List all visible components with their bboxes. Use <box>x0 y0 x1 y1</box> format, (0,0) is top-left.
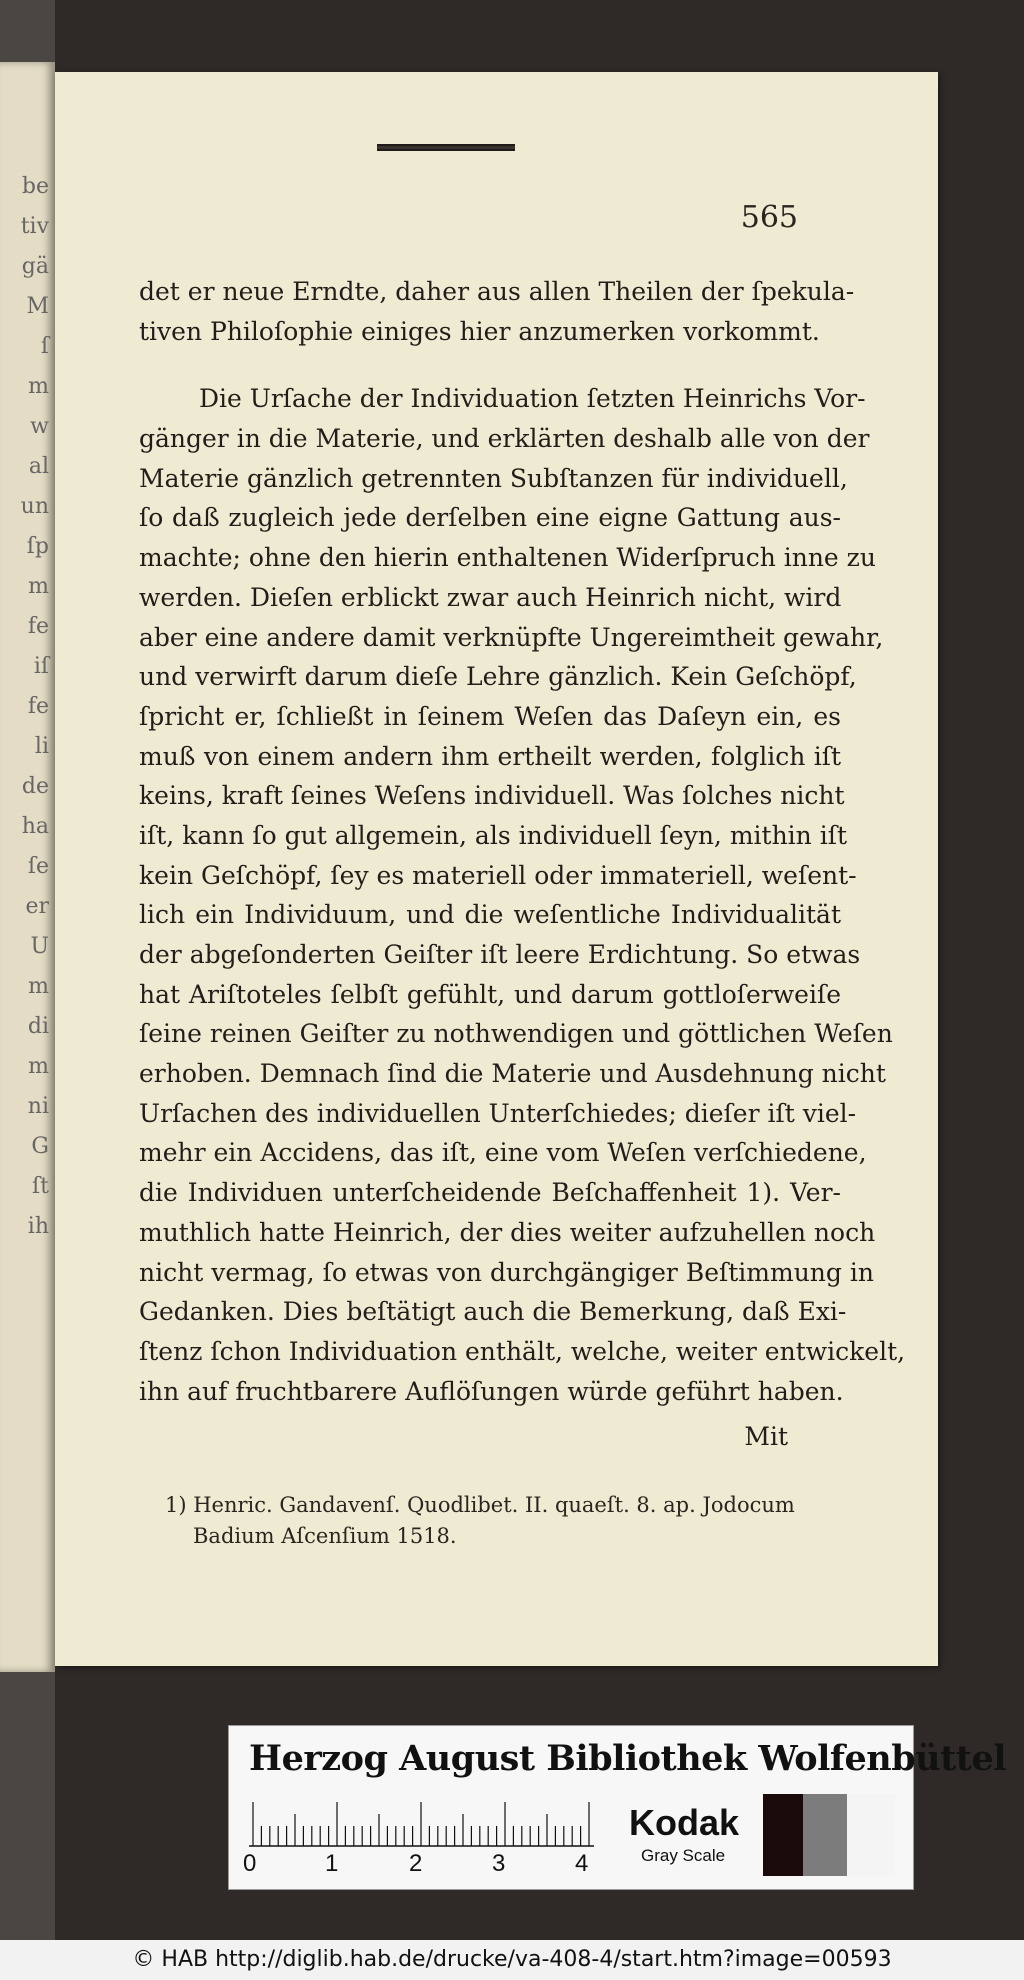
previous-page-fragment: er <box>25 894 49 919</box>
header-rule <box>377 144 515 151</box>
text-line: die Individuen unterſcheidende Beſchaffenheit 1). Ver- <box>139 1178 841 1208</box>
previous-page-fragment: gä <box>21 254 49 279</box>
previous-page-fragment: ſe <box>27 854 49 879</box>
body-text <box>139 272 906 1411</box>
catchword: Mit <box>744 1422 788 1451</box>
text-line: iſt, kann ſo gut allgemein, als individuell ſeyn, mithin iſt <box>139 820 848 850</box>
gray-scale-label: Gray Scale <box>641 1846 726 1865</box>
copyright-footer: © HAB http://diglib.hab.de/drucke/va-408-4/start.htm?image=00593 <box>0 1940 1024 1980</box>
previous-page-fragment: m <box>28 374 49 399</box>
previous-page-fragment: fe <box>27 694 49 719</box>
text-line: Materie gänzlich getrennten Subſtanzen für individuell, <box>139 463 848 493</box>
previous-page-fragment: di <box>27 1014 49 1039</box>
ruler-scale <box>249 1796 649 1854</box>
previous-page-fragment: de <box>21 774 49 799</box>
book-page <box>55 72 938 1666</box>
text-line: Die Urſache der Individuation ſetzten Heinrichs Vor- <box>199 384 866 414</box>
library-color-bar <box>228 1725 1007 1890</box>
previous-page-fragment: li <box>34 734 49 759</box>
previous-page-fragment: U <box>30 934 49 959</box>
text-line: nicht vermag, ſo etwas von durchgängiger Beſtimmung in <box>139 1257 874 1287</box>
previous-page-fragment: ſp <box>26 534 49 559</box>
swatch-gray <box>803 1794 847 1876</box>
ruler-number: 0 <box>243 1850 257 1877</box>
text-line: gänger in die Materie, und erklärten deshalb alle von der <box>139 424 870 454</box>
ruler-numbers <box>243 1850 643 1880</box>
page-number: 565 <box>740 200 798 235</box>
text-line: Gedanken. Dies beſtätigt auch die Bemerkung, daß Exi- <box>139 1297 847 1327</box>
previous-page-fragment: m <box>28 574 49 599</box>
text-line: keins, kraft ſeines Weſens individuell. Was ſolches nicht <box>139 781 845 811</box>
previous-page-fragment: ih <box>27 1214 49 1239</box>
text-line: kein Geſchöpf, ſey es materiell oder immateriell, weſent- <box>139 860 857 890</box>
previous-page-fragment: ſ <box>40 334 49 359</box>
previous-page-fragment: iſ <box>33 654 49 679</box>
previous-page-fragment: be <box>21 174 49 199</box>
text-line: aber eine andere damit verknüpfte Ungereimtheit gewahr, <box>139 622 884 652</box>
kodak-logo: Kodak <box>629 1802 740 1843</box>
footnote-line: Badium Aſcenſium 1518. <box>193 1524 457 1548</box>
text-line: ſpricht er, ſchließt in ſeinem Weſen das Daſeyn ein, es <box>139 701 841 731</box>
previous-page-fragment: un <box>20 494 49 519</box>
footnote <box>165 1490 845 1552</box>
text-line: machte; ohne den hierin enthaltenen Widerſpruch inne zu <box>139 543 876 573</box>
previous-page-fragment: ni <box>27 1094 49 1119</box>
text-line: muß von einem andern ihm ertheilt werden, folglich iſt <box>139 741 841 771</box>
previous-page-fragment: tiv <box>20 214 49 239</box>
text-line: Urſachen des individuellen Unterſchiedes; dieſer iſt viel- <box>139 1098 857 1128</box>
previous-page-fragment: m <box>28 974 49 999</box>
text-line: lich ein Individuum, und die weſentliche Individualität <box>139 900 841 930</box>
swatch-black <box>763 1794 803 1876</box>
text-line: und verwirft darum dieſe Lehre gänzlich. Kein Geſchöpf, <box>139 662 857 692</box>
text-line: mehr ein Accidens, das iſt, eine vom Weſen verſchiedene, <box>139 1138 867 1168</box>
previous-page-fragment: M <box>26 294 49 319</box>
previous-page-fragment: G <box>31 1134 49 1159</box>
previous-page-fragment: ſt <box>32 1174 49 1199</box>
footnote-line: 1) Henric. Gandavenſ. Quodlibet. II. quaeſt. 8. ap. Jodocum <box>165 1493 795 1517</box>
text-line: ſeine reinen Geiſter zu nothwendigen und göttlichen Weſen <box>139 1019 893 1049</box>
text-line: ſo daß zugleich jede derſelben eine eigne Gattung aus- <box>139 503 841 533</box>
text-line: det er neue Erndte, daher aus allen Theilen der ſpekula- <box>139 277 855 306</box>
ruler-number: 4 <box>575 1850 589 1877</box>
text-line: tiven Philoſophie einiges hier anzumerken vorkommt. <box>139 316 820 346</box>
text-line: ihn auf fruchtbarere Auflöſungen würde geführt haben. <box>139 1376 844 1406</box>
text-line: werden. Dieſen erblickt zwar auch Heinrich nicht, wird <box>139 582 842 612</box>
previous-page-fragment: fe <box>27 614 49 639</box>
previous-page-edge <box>0 62 55 1672</box>
text-line: erhoben. Demnach ſind die Materie und Ausdehnung nicht <box>139 1059 886 1089</box>
previous-page-fragment: ha <box>21 814 49 839</box>
swatch-white <box>847 1794 895 1876</box>
text-line: ſtenz ſchon Individuation enthält, welche, weiter entwickelt, <box>139 1336 906 1366</box>
text-line: muthlich hatte Heinrich, der dies weiter aufzuhellen noch <box>139 1217 876 1247</box>
text-line: der abgeſonderten Geiſter iſt leere Erdichtung. So etwas <box>139 940 861 969</box>
text-line: hat Ariſtoteles ſelbſt gefühlt, und darum gottloſerweiſe <box>139 979 841 1009</box>
ruler-number: 1 <box>325 1850 339 1877</box>
ruler-number: 3 <box>492 1850 506 1877</box>
library-name: Herzog August Bibliothek Wolfenbüttel <box>249 1738 1007 1779</box>
previous-page-fragment: w <box>30 414 49 439</box>
previous-page-fragment: al <box>28 454 49 479</box>
previous-page-fragment: m <box>28 1054 49 1079</box>
ruler-number: 2 <box>409 1850 423 1877</box>
